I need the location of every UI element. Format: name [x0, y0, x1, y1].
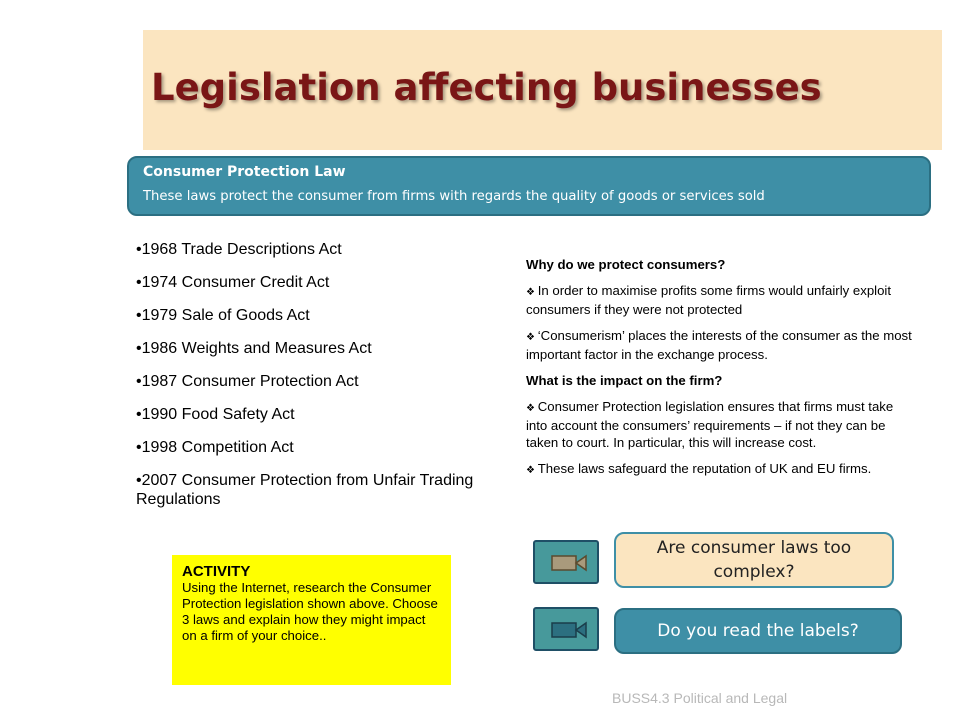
video-camera-icon: [551, 554, 587, 572]
why-point: ❖ ‘Consumerism’ places the interests of the consumer as the most important factor in the exchange process.: [526, 327, 916, 363]
impact-point: ❖ These laws safeguard the reputation of UK and EU firms.: [526, 460, 916, 479]
page-title: Legislation affecting businesses: [151, 66, 822, 109]
law-box-description: These laws protect the consumer from firms with regards the quality of goods or services sold: [143, 189, 765, 204]
consumer-protection-law-box: [127, 156, 931, 216]
video-link-complex[interactable]: Are consumer laws too complex?: [614, 532, 894, 588]
act-item: • 1974 Consumer Credit Act: [136, 273, 476, 292]
act-item: • 1998 Competition Act: [136, 438, 476, 457]
activity-heading: ACTIVITY: [182, 563, 251, 580]
activity-box: [172, 555, 451, 685]
video-button-complex[interactable]: [533, 540, 599, 584]
act-item: • 1979 Sale of Goods Act: [136, 306, 476, 325]
act-item: • 1986 Weights and Measures Act: [136, 339, 476, 358]
video-button-labels[interactable]: [533, 607, 599, 651]
why-protect-section: [526, 256, 916, 488]
acts-list: [136, 240, 476, 523]
why-question: Why do we protect consumers?: [526, 257, 726, 272]
act-item: • 1968 Trade Descriptions Act: [136, 240, 476, 259]
impact-question: What is the impact on the firm?: [526, 373, 723, 388]
why-point: ❖ In order to maximise profits some firms would unfairly exploit consumers if they were not protected: [526, 282, 916, 318]
impact-point: ❖ Consumer Protection legislation ensures that firms must take into account the consumers’ requirements – if not they can be taken to court. In particular, this will increase cost.: [526, 398, 916, 451]
act-item: • 1987 Consumer Protection Act: [136, 372, 476, 391]
act-item: • 2007 Consumer Protection from Unfair Trading Regulations: [136, 471, 476, 509]
law-box-heading: Consumer Protection Law: [143, 164, 346, 180]
footer-text: BUSS4.3 Political and Legal: [612, 690, 788, 706]
activity-body: Using the Internet, research the Consumer Protection legislation shown above. Choose 3 laws and explain how they might impact on a firm of your choice..: [182, 580, 438, 643]
video-link-labels[interactable]: Do you read the labels?: [614, 608, 902, 654]
act-item: • 1990 Food Safety Act: [136, 405, 476, 424]
video-camera-icon: [551, 621, 587, 639]
